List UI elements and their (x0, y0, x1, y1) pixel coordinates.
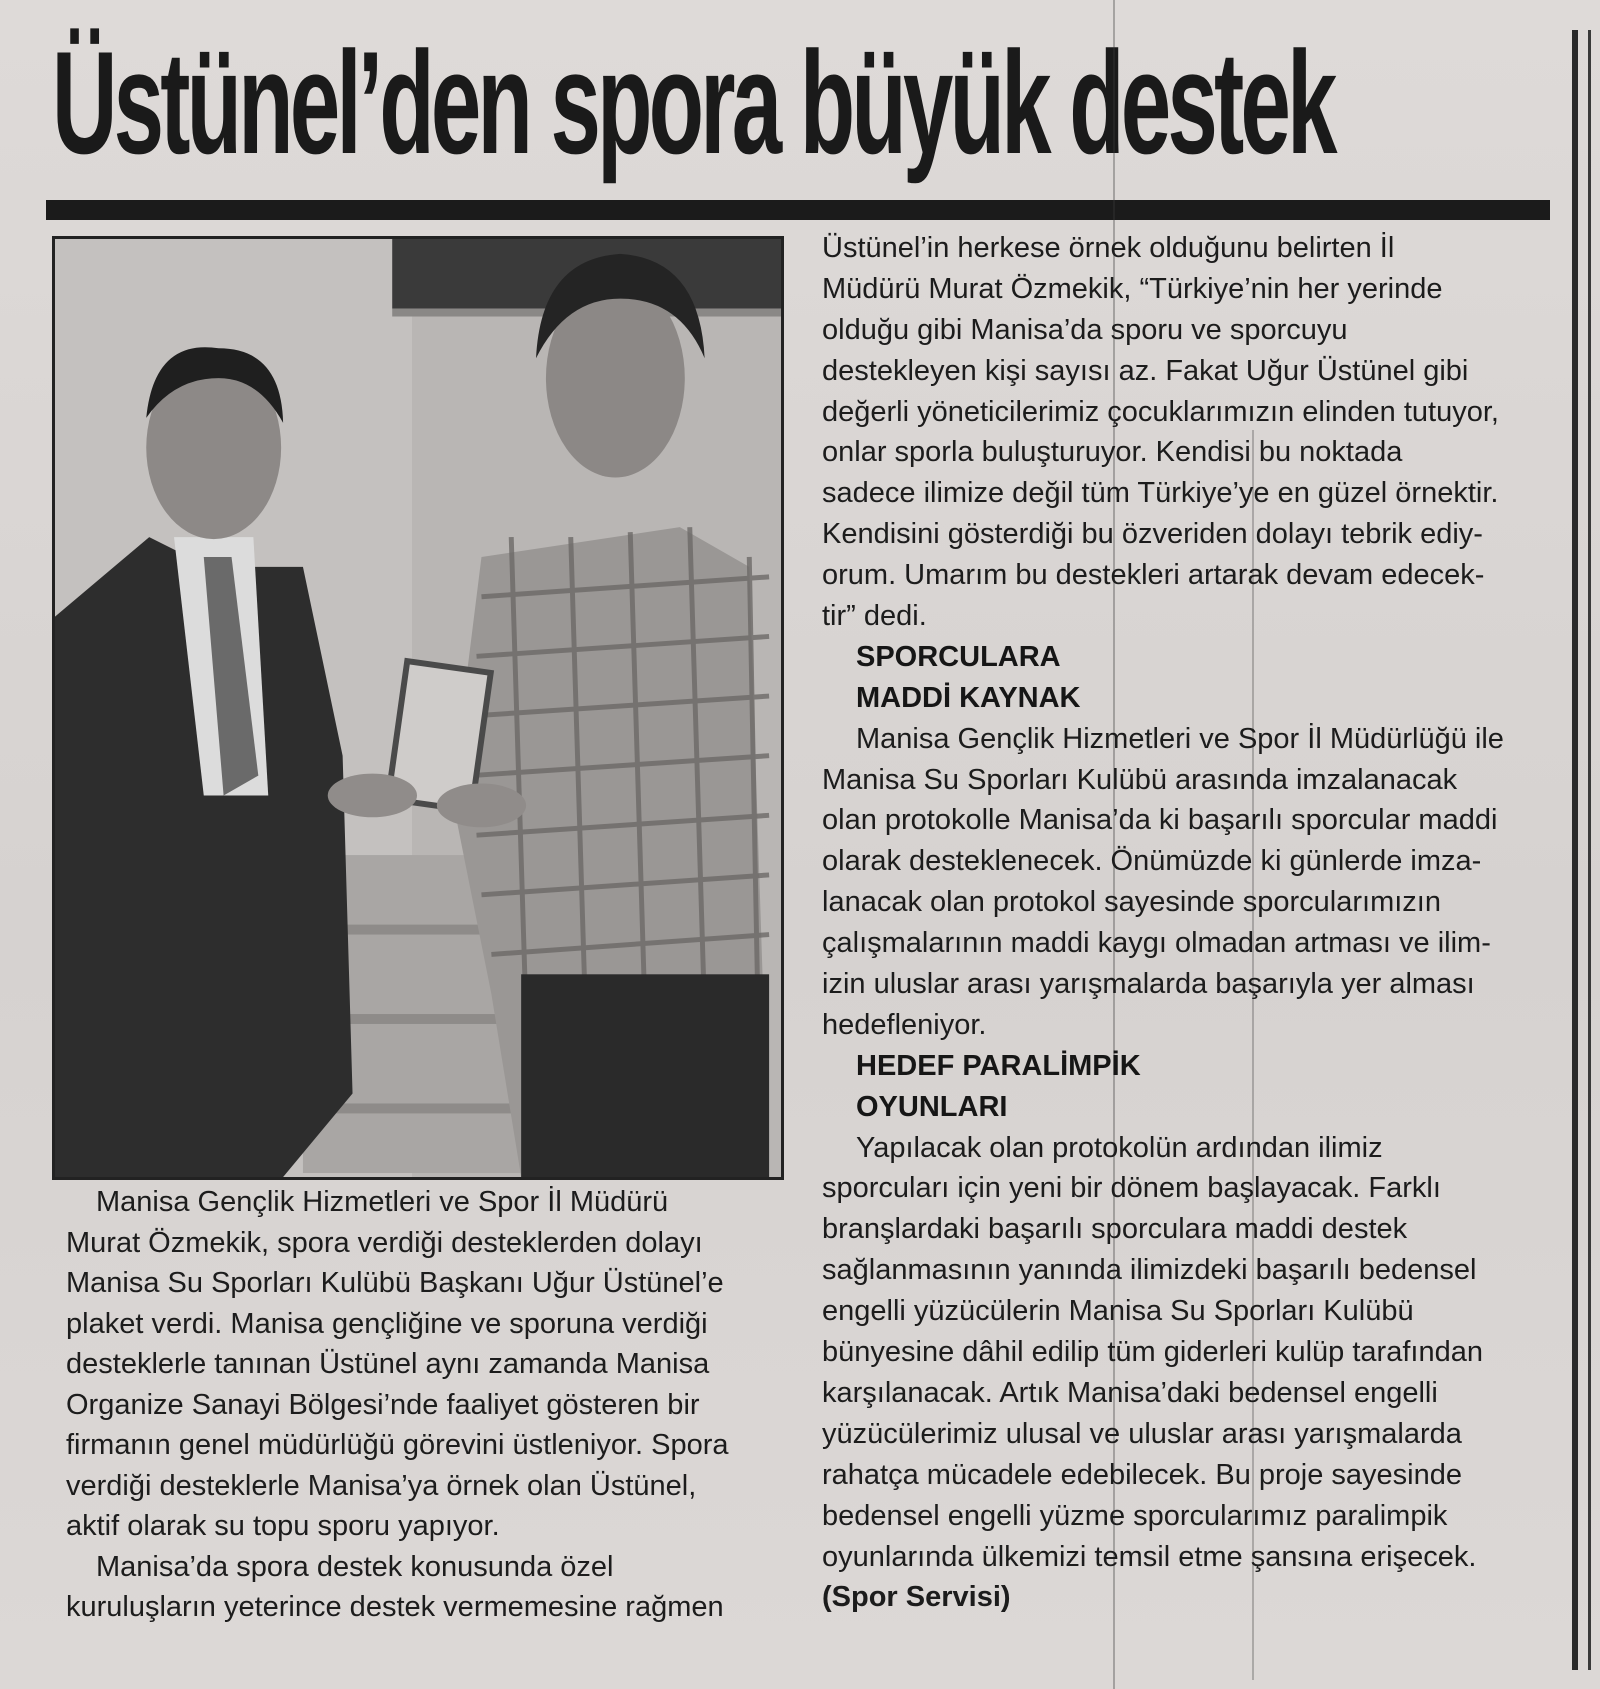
section-subhead: HEDEF PARALİMPİK (856, 1049, 1141, 1082)
body-line: engelli yüzücülerin Manisa Su Sporları Kulübü (822, 1295, 1414, 1328)
section-subhead: MADDİ KAYNAK (856, 681, 1081, 714)
body-line: sporcuları için yeni bir dönem başlayacak. Farklı (822, 1172, 1441, 1205)
news-photo (52, 236, 784, 1180)
body-line: Kendisini gösterdiği bu özveriden dolayı tebrik ediy- (822, 518, 1483, 551)
photo-illustration (55, 239, 781, 1177)
body-line: sağlanmasının yanında ilimizdeki başarılı bedensel (822, 1254, 1477, 1287)
body-line: olduğu gibi Manisa’da sporu ve sporcuyu (822, 313, 1348, 346)
caption-line: plaket verdi. Manisa gençliğine ve sporuna verdiği (66, 1307, 708, 1340)
body-line: branşlardaki başarılı sporculara maddi destek (822, 1213, 1408, 1246)
section-subhead: SPORCULARA (856, 640, 1061, 673)
body-line: lanacak olan protokol sayesinde sporcularımızın (822, 886, 1441, 919)
body-line: yüzücülerimiz ulusal ve uluslar arası yarışmalarda (822, 1417, 1462, 1450)
headline: Üstünel’den spora büyük destek (52, 21, 1334, 184)
body-line: onlar sporla buluşturuyor. Kendisi bu noktada (822, 436, 1403, 469)
caption-line: kuruluşların yeterince destek vermemesine rağmen (66, 1591, 724, 1623)
body-line: izin uluslar arası yarışmalarda başarıyla yer alması (822, 968, 1475, 1001)
column-edge-rule (1572, 30, 1578, 1670)
body-line: sadece ilimize değil tüm Türkiye’ye en güzel örnektir. (822, 477, 1499, 510)
body-line: olan protokolle Manisa’da ki başarılı sporcular maddi (822, 804, 1498, 837)
body-line: olarak desteklenecek. Önümüzde ki günlerde imza- (822, 845, 1482, 878)
body-line: Müdürü Murat Özmekik, “Türkiye’nin her yerinde (822, 272, 1443, 305)
body-line: destekleyen kişi sayısı az. Fakat Uğur Üstünel gibi (822, 354, 1469, 387)
body-line: bedensel engelli yüzme sporcularımız paralimpik (822, 1499, 1448, 1532)
photo-caption (66, 1182, 786, 1628)
body-line: hedefleniyor. (822, 1008, 987, 1041)
body-line: Manisa Gençlik Hizmetleri ve Spor İl Müdürlüğü ile (856, 722, 1504, 755)
column-edge-rule-secondary (1588, 30, 1591, 1670)
section-subhead: OYUNLARI (856, 1090, 1008, 1123)
body-line: karşılanacak. Artık Manisa’daki bedensel engelli (822, 1376, 1438, 1409)
headline-rule (46, 200, 1550, 220)
caption-line: firmanın genel müdürlüğü görevini üstleniyor. Spora (66, 1429, 729, 1461)
body-line: değerli yöneticilerimiz çocuklarımızın elinden tutuyor, (822, 395, 1499, 428)
body-line: bünyesine dâhil edilip tüm giderleri kulüp tarafından (822, 1336, 1483, 1369)
body-line: Yapılacak olan protokolün ardından ilimiz (856, 1131, 1383, 1164)
caption-line: verdiği desteklerle Manisa’ya örnek olan Üstünel, (66, 1469, 697, 1502)
caption-line: Manisa’da spora destek konusunda özel (96, 1550, 614, 1583)
caption-line: Manisa Gençlik Hizmetleri ve Spor İl Müdürü (96, 1186, 669, 1218)
body-line: tir” dedi. (822, 600, 927, 633)
article-body (822, 228, 1570, 1618)
body-line: oyunlarında ülkemizi temsil etme şansına erişecek. (822, 1540, 1477, 1573)
caption-line: Manisa Su Sporları Kulübü Başkanı Uğur Üstünel’e (66, 1267, 724, 1299)
body-line: rahatça mücadele edebilecek. Bu proje sayesinde (822, 1458, 1463, 1491)
body-line: çalışmalarının maddi kaygı olmadan artması ve ilim- (822, 927, 1491, 960)
caption-line: Organize Sanayi Bölgesi’nde faaliyet gösteren bir (66, 1388, 700, 1421)
byline: (Spor Servisi) (822, 1581, 1011, 1614)
body-line: Üstünel’in herkese örnek olduğunu belirten İl (822, 232, 1395, 264)
body-line: orum. Umarım bu destekleri artarak devam edecek- (822, 559, 1485, 592)
caption-line: desteklerle tanınan Üstünel aynı zamanda Manisa (66, 1348, 710, 1380)
body-line: Manisa Su Sporları Kulübü arasında imzalanacak (822, 763, 1458, 796)
caption-line: aktif olarak su topu sporu yapıyor. (66, 1510, 500, 1542)
caption-line: Murat Özmekik, spora verdiği desteklerden dolayı (66, 1226, 703, 1259)
